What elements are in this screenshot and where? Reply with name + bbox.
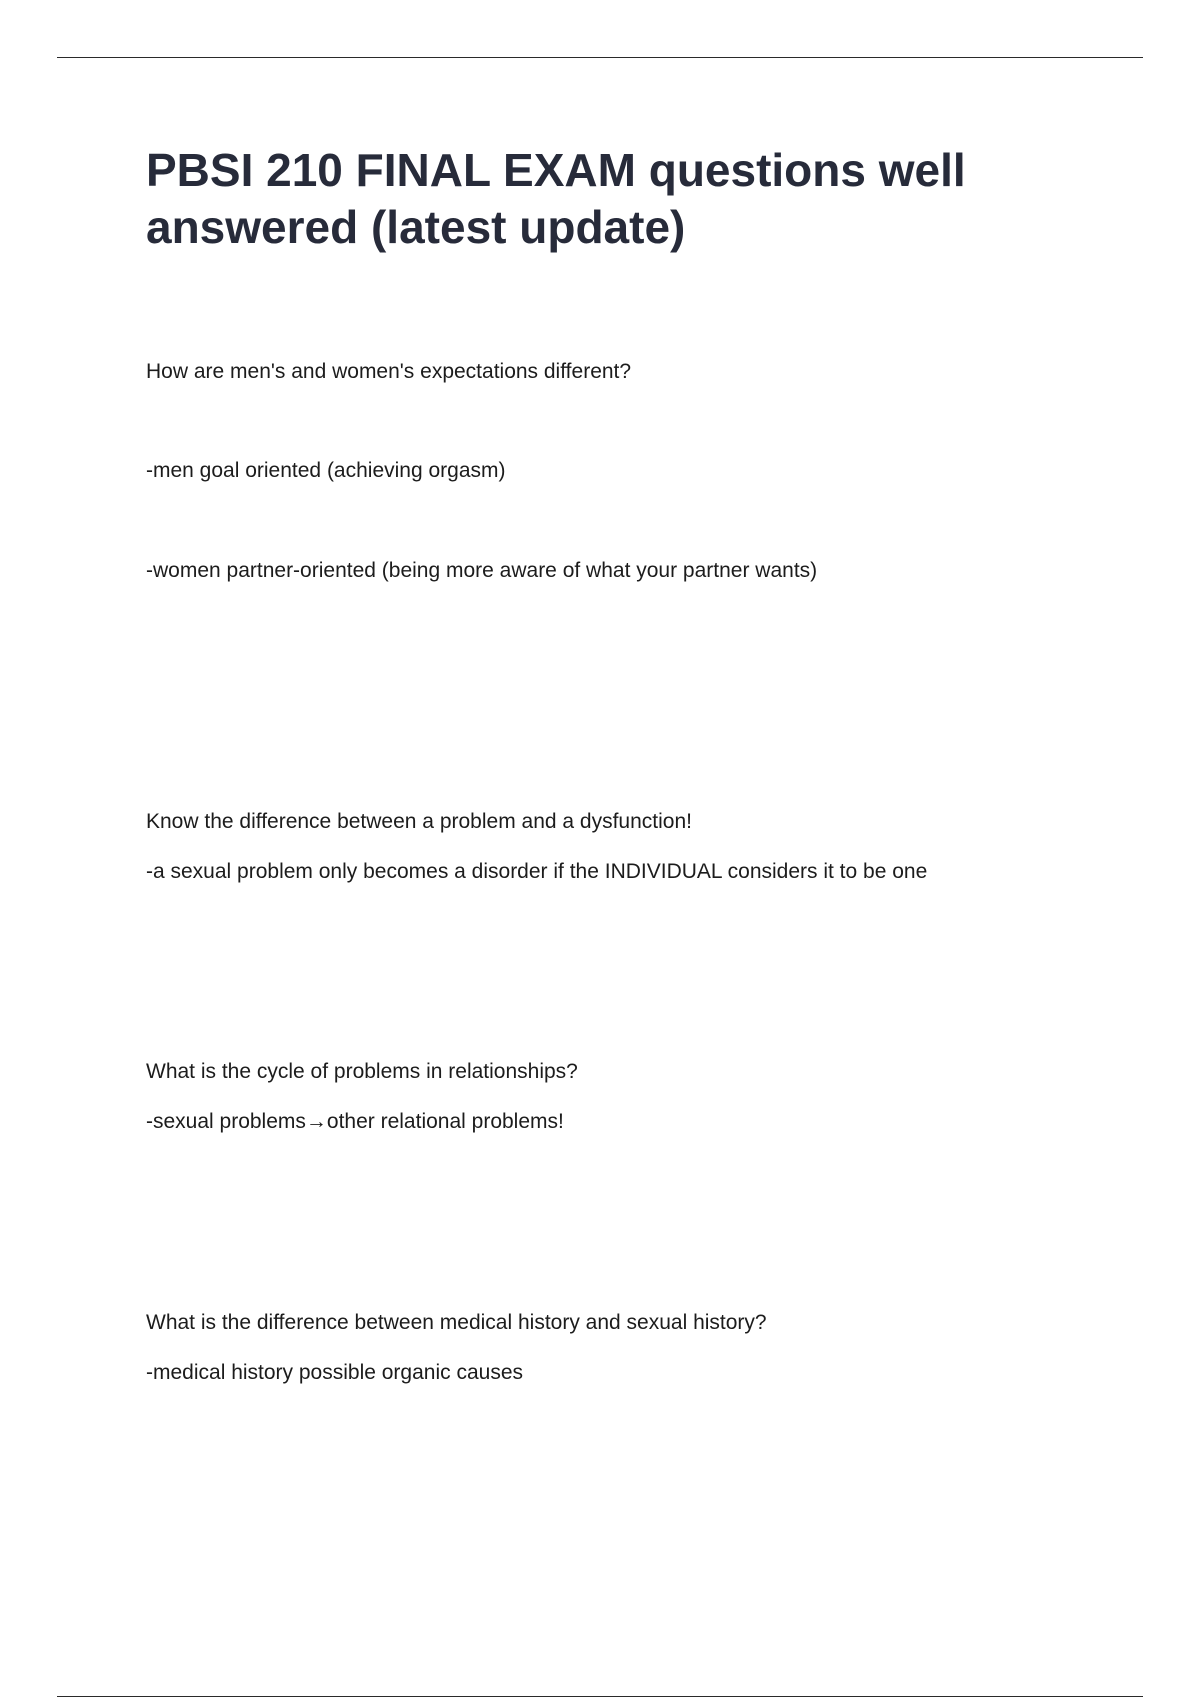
- answer-3-1: -sexual problems→other relational problems!: [146, 1110, 564, 1133]
- answer-4-1: -medical history possible organic causes: [146, 1361, 524, 1384]
- question-2: Know the difference between a problem and a dysfunction!: [146, 810, 692, 833]
- bottom-divider: [57, 1696, 1143, 1697]
- answer-1-2: -women partner-oriented (being more aware of what your partner wants): [146, 559, 818, 582]
- question-4: What is the difference between medical history and sexual history?: [146, 1311, 767, 1334]
- document-title: PBSI 210 FINAL EXAM questions well answered (latest update): [146, 144, 966, 253]
- question-1: How are men's and women's expectations different?: [146, 360, 632, 383]
- top-divider: [57, 57, 1143, 58]
- answer-1-1: -men goal oriented (achieving orgasm): [146, 459, 506, 482]
- question-3: What is the cycle of problems in relationships?: [146, 1060, 578, 1083]
- answer-2-1: -a sexual problem only becomes a disorder if the INDIVIDUAL considers it to be one: [146, 860, 928, 883]
